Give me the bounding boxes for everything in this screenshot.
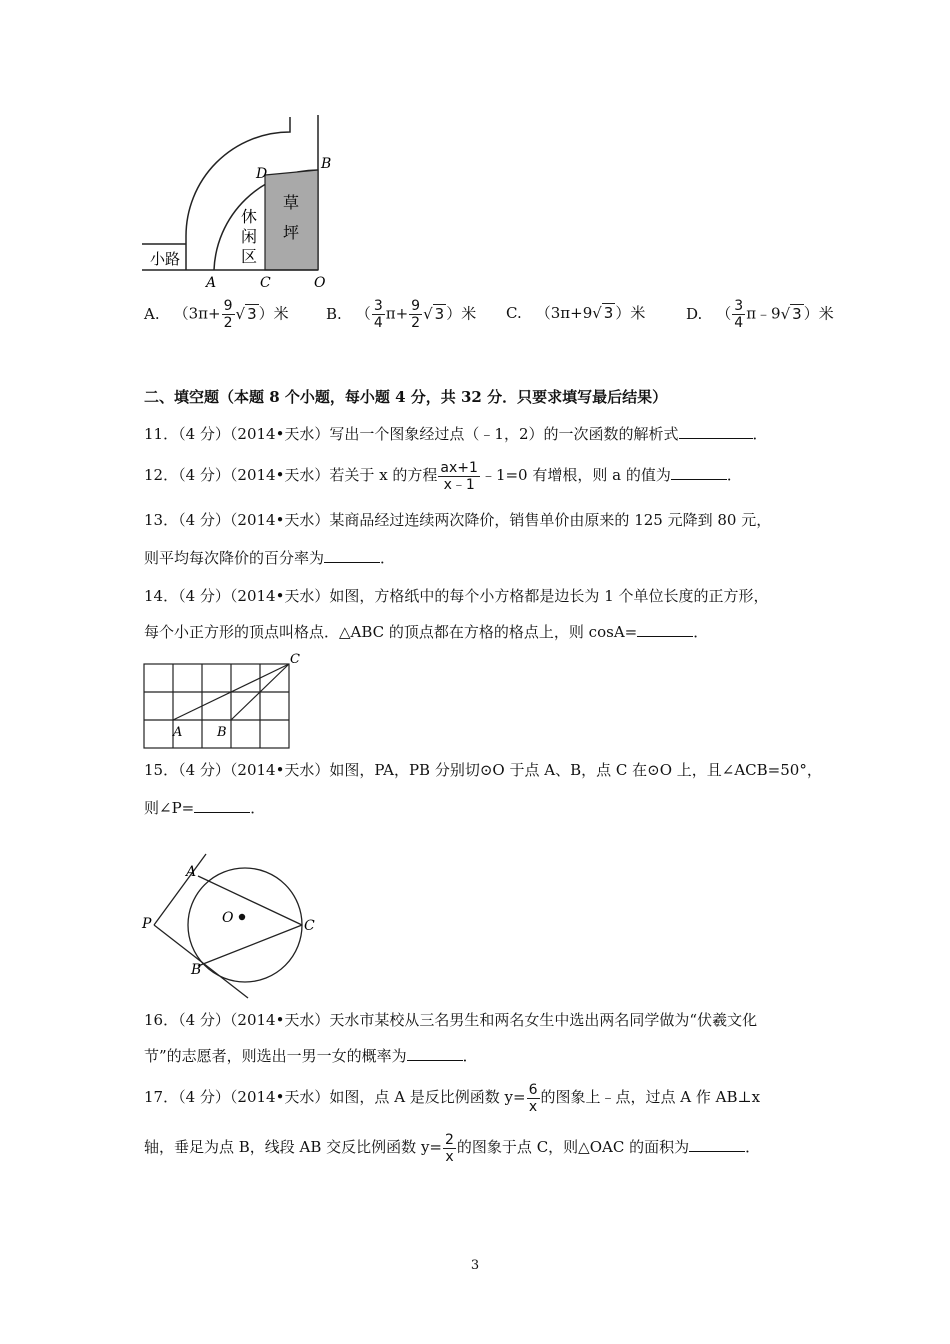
option-a: A. （3π+ $\frac{9}{2}$ √ 3 ）米	[144, 298, 289, 331]
question-17-line-1: 17．（4 分）（2014•天水）如图，点 A 是反比例函数 y= $\frac{6}{x}$ 的图象上﹣点，过点 A 作 AB⊥x	[144, 1081, 761, 1115]
grass-char-1: 草	[283, 193, 300, 212]
grid-label-A: A	[173, 725, 183, 740]
label-A: A	[206, 275, 217, 291]
question-13-line-2: 则平均每次降价的百分率为 ．	[144, 549, 396, 567]
question-11: 11．（4 分）（2014•天水）写出一个图象经过点（﹣1，2）的一次函数的解析式 ．	[144, 425, 768, 443]
question-12: 12．（4 分）（2014•天水）若关于 x 的方程 $\frac{ax+1}{x﹣1}$ ﹣1=0 有增根，则 a 的值为 ．	[144, 459, 742, 493]
label-B: B	[321, 156, 332, 172]
option-b: B. （ $\frac{3}{4}$ π+ $\frac{9}{2}$ √ 3 ）米	[326, 298, 477, 331]
question-16-line-2: 节”的志愿者，则选出一男一女的概率为 ．	[144, 1047, 478, 1065]
figure-circle-tangents	[140, 848, 330, 1000]
label-D: D	[256, 166, 268, 182]
label-C: C	[260, 275, 271, 291]
circle-label-A: A	[186, 864, 197, 880]
leisure-char-3: 区	[241, 247, 258, 266]
center-dot	[239, 914, 245, 920]
question-17-line-2: 轴，垂足为点 B，线段 AB 交反比例函数 y= $\frac{2}{x}$ 的图象于点 C，则△OAC 的面积为 ．	[144, 1131, 761, 1165]
leisure-char-2: 闲	[241, 227, 258, 246]
grid-label-B: B	[217, 725, 227, 740]
section-title: 二、填空题（本题 8 个小题，每小题 4 分，共 32 分．只要求填写最后结果）	[144, 388, 668, 406]
grass-char-2: 坪	[283, 223, 300, 242]
circle-label-P: P	[142, 916, 152, 932]
question-14-line-1: 14．（4 分）（2014•天水）如图，方格纸中的每个小方格都是边长为 1 个单位长度的正方形，	[144, 587, 769, 605]
path-label: 小路	[150, 250, 181, 268]
question-15-line-1: 15．（4 分）（2014•天水）如图，PA，PB 分别切⊙O 于点 A、B，点 C 在⊙O 上，且∠ACB=50°，	[144, 761, 822, 779]
option-c: C. （3π+9√ 3 ）米	[506, 304, 646, 322]
option-d: D. （ $\frac{3}{4}$ π﹣9√ 3 ）米	[686, 298, 834, 331]
page-number: 3	[470, 1258, 480, 1273]
circle-label-O: O	[222, 910, 234, 926]
question-14-line-2: 每个小正方形的顶点叫格点．△ABC 的顶点都在方格的格点上，则 cosA= ．	[144, 623, 709, 641]
circle-label-B: B	[191, 962, 202, 978]
leisure-char-1: 休	[241, 207, 258, 226]
question-16-line-1: 16．（4 分）（2014•天水）天水市某校从三名男生和两名女生中选出两名同学做为“伏羲文化	[144, 1011, 758, 1029]
label-O: O	[314, 275, 326, 291]
question-15-line-2: 则∠P= ．	[144, 799, 266, 817]
circle-label-C: C	[304, 918, 315, 934]
figure-grid-triangle	[140, 650, 310, 752]
figure-quarter-park	[140, 112, 340, 292]
question-13-line-1: 13．（4 分）（2014•天水）某商品经过连续两次降价，销售单价由原来的 125 元降到 80 元，	[144, 511, 772, 529]
grid-label-C: C	[290, 652, 300, 667]
